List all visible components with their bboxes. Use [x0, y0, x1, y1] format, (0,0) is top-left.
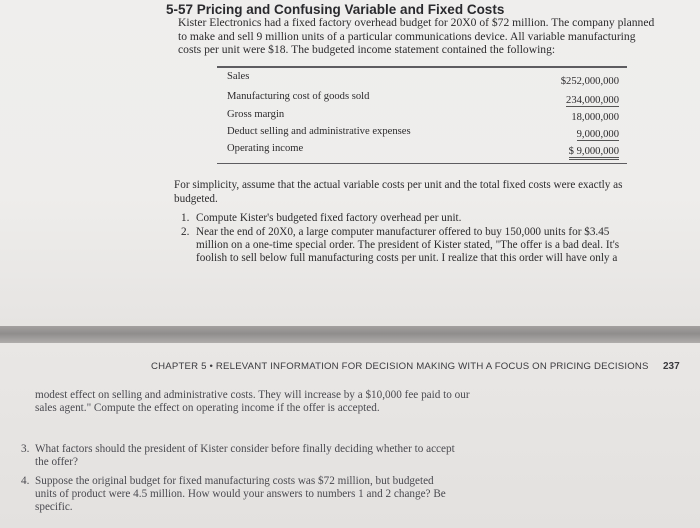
- statement-rule: [217, 163, 627, 164]
- row-amount: 234,000,000: [566, 95, 619, 106]
- question-text: [196, 226, 619, 264]
- continuation-line: modest effect on selling and administrative costs. They will increase by a $10,000 fee paid to our: [35, 389, 470, 401]
- question-text: [35, 475, 446, 513]
- question-text: [35, 443, 455, 469]
- row-amount: 18,000,000: [571, 112, 619, 123]
- simplicity-line: budgeted.: [174, 192, 218, 205]
- question-number: 1.: [181, 212, 190, 224]
- question-line: Compute Kister's budgeted fixed factory overhead per unit.: [196, 212, 462, 224]
- row-label: Operating income: [227, 143, 304, 154]
- row-amount: $ 9,000,000: [569, 146, 619, 160]
- question-line: What factors should the president of Kister consider before finally deciding whether to accept: [35, 443, 455, 455]
- statement-row: [227, 109, 627, 123]
- intro-line: to make and sell 9 million units of a particular communications device. All variable manufacturing: [178, 29, 636, 43]
- row-amount: $252,000,000: [560, 76, 619, 87]
- intro-line: costs per unit were $18. The budgeted income statement contained the following:: [178, 43, 556, 57]
- question-text: [196, 212, 461, 225]
- question-line: Near the end of 20X0, a large computer manufacturer offered to buy 150,000 units for $3.45: [196, 226, 610, 238]
- page-number: 237: [663, 361, 680, 372]
- problem-intro: [178, 16, 683, 57]
- question-line: specific.: [35, 500, 73, 513]
- question-number: 2.: [181, 226, 190, 238]
- running-header: CHAPTER 5 • RELEVANT INFORMATION FOR DECISION MAKING WITH A FOCUS ON PRICING DECISIONS: [151, 361, 649, 372]
- row-amount: 9,000,000: [576, 129, 619, 140]
- row-label: Manufacturing cost of goods sold: [227, 91, 370, 102]
- simplicity-line: For simplicity, assume that the actual variable costs per unit and the total fixed costs were exactly as: [174, 179, 623, 191]
- statement-row: [227, 126, 627, 140]
- statement-row: [227, 143, 627, 157]
- question-2-continuation: [35, 389, 525, 416]
- question-line: units of product were 4.5 million. How would your answers to numbers 1 and 2 change? Be: [35, 487, 446, 500]
- row-label: Sales: [227, 71, 250, 82]
- statement-row: [227, 71, 627, 85]
- question-line: million on a one-time special order. The president of Kister stated, "The offer is a bad deal. It's: [196, 238, 620, 251]
- income-statement: [217, 66, 627, 164]
- question-line: foolish to sell below full manufacturing costs per unit. I realize that this order will have only a: [196, 251, 618, 264]
- question-line: the offer?: [35, 455, 78, 468]
- row-label: Gross margin: [227, 109, 285, 120]
- problem-title: 5-57 Pricing and Confusing Variable and Fixed Costs: [166, 2, 505, 17]
- intro-line: Kister Electronics had a fixed factory overhead budget for 20X0 of $72 million. The company planned: [178, 16, 655, 29]
- simplicity-note: [174, 179, 679, 206]
- statement-row: [227, 91, 627, 105]
- question-line: Suppose the original budget for fixed manufacturing costs was $72 million, but budgeted: [35, 475, 434, 487]
- question-number: 4.: [21, 475, 30, 487]
- row-label: Deduct selling and administrative expenses: [227, 126, 411, 137]
- continuation-line: sales agent." Compute the effect on operating income if the offer is accepted.: [35, 402, 380, 415]
- question-number: 3.: [21, 443, 30, 455]
